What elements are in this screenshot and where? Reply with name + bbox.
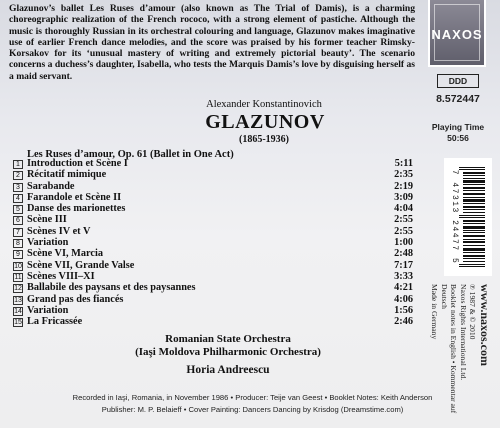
track-duration: 2:35 bbox=[394, 169, 413, 181]
track-row bbox=[13, 248, 413, 259]
track-number: 3 bbox=[13, 183, 23, 192]
logo-text: NAXOS bbox=[431, 27, 483, 42]
orchestra-name: Romanian State Orchestra bbox=[165, 333, 291, 345]
work-title: Les Ruses d’amour, Op. 61 (Ballet in One Act) bbox=[27, 149, 234, 160]
track-row bbox=[13, 282, 413, 293]
track-duration: 1:00 bbox=[394, 237, 413, 249]
track-row bbox=[13, 158, 413, 169]
track-row bbox=[13, 260, 413, 271]
track-duration: 4:21 bbox=[394, 282, 413, 294]
track-number: 15 bbox=[14, 319, 22, 327]
track-duration: 2:55 bbox=[394, 214, 413, 226]
track-title: Récitatif mimique bbox=[27, 169, 107, 181]
credits-line-2: Publisher: M. P. Belaieff • Cover Painting: Dancers Dancing by Krisdog (Dreamstime.com) bbox=[101, 405, 404, 414]
track-number: 12 bbox=[14, 285, 22, 293]
track-number: 5 bbox=[13, 205, 23, 214]
made-in-line: Made in Germany bbox=[430, 284, 440, 340]
conductor-name: Horia Andreescu bbox=[186, 364, 270, 376]
track-number: 6 bbox=[13, 216, 23, 225]
track-duration: 2:46 bbox=[394, 316, 413, 328]
track-number: 2 bbox=[13, 171, 23, 180]
track-duration: 2:55 bbox=[394, 225, 413, 237]
track-row bbox=[13, 226, 413, 237]
barcode bbox=[444, 158, 492, 276]
track-row bbox=[13, 305, 413, 316]
track-duration: 4:04 bbox=[394, 203, 413, 215]
track-title: Sarabande bbox=[27, 180, 75, 192]
track-title: Introduction et Scène I bbox=[27, 158, 128, 169]
barcode-bars bbox=[459, 167, 485, 267]
track-title: La Fricassée bbox=[27, 316, 83, 328]
track-row bbox=[13, 271, 413, 282]
credits-line-1: Recorded in Iaşi, Romania, in November 1986 • Producer: Teije van Geest • Booklet Notes: Keith Anderson bbox=[72, 393, 433, 402]
playing-time-value: 50:56 bbox=[447, 133, 469, 143]
catalog-number: 8.572447 bbox=[436, 93, 480, 105]
track-title: Grand pas des fiancés bbox=[27, 293, 124, 305]
track-duration: 4:06 bbox=[394, 293, 413, 305]
website-link[interactable]: www.naxos.com bbox=[478, 284, 492, 367]
track-number: 1 bbox=[13, 160, 23, 169]
composer-full-name: Alexander Konstantinovich bbox=[206, 99, 322, 110]
track-duration: 7:17 bbox=[394, 259, 413, 271]
track-duration: 2:19 bbox=[394, 180, 413, 192]
track-row bbox=[13, 192, 413, 203]
playing-time-label: Playing Time bbox=[431, 122, 485, 132]
track-duration: 3:33 bbox=[394, 270, 413, 282]
track-row bbox=[13, 237, 413, 248]
composer-name: GLAZUNOV bbox=[205, 111, 325, 133]
track-title: Danse des marionettes bbox=[27, 203, 126, 215]
track-list bbox=[13, 158, 413, 327]
track-title: Scènes VIII–XI bbox=[27, 270, 95, 282]
track-row bbox=[13, 181, 413, 192]
track-number: 10 bbox=[14, 262, 22, 270]
track-number: 7 bbox=[13, 228, 23, 237]
rights-line: Naxos Rights International Ltd. bbox=[458, 284, 468, 381]
track-title: Scène VI, Marcia bbox=[27, 248, 103, 260]
track-row bbox=[13, 214, 413, 225]
booklet-line: Booklet notes in English • Kommentar auf Deutsch bbox=[439, 284, 459, 414]
track-row bbox=[13, 169, 413, 180]
naxos-logo bbox=[428, 0, 486, 67]
ddd-badge: DDD bbox=[437, 74, 479, 88]
track-title: Variation bbox=[27, 304, 69, 316]
track-number: 8 bbox=[13, 239, 23, 248]
track-number: 9 bbox=[13, 250, 23, 259]
track-number: 14 bbox=[14, 307, 22, 315]
track-title: Variation bbox=[27, 237, 69, 249]
copyright-line: ℗ 1987 & © 2010 bbox=[468, 284, 477, 340]
track-duration: 5:11 bbox=[394, 158, 413, 169]
track-title: Scène III bbox=[27, 214, 67, 226]
legal-block bbox=[422, 284, 492, 424]
track-number: 4 bbox=[13, 194, 23, 203]
track-number: 11 bbox=[14, 273, 22, 281]
track-title: Scènes IV et V bbox=[27, 225, 91, 237]
logo-frame bbox=[434, 4, 480, 61]
track-row bbox=[13, 203, 413, 214]
barcode-digits: 7 47313 24477 5 bbox=[450, 169, 459, 265]
track-title: Ballabile des paysans et des paysannes bbox=[27, 282, 196, 294]
intro-text: Glazunov’s ballet Les Ruses d’amour (also known as The Trial of Damis), is a charming choreographic realization of the French rococo, with a strong element of pastiche. Although the music is thoroughly Russian in its orchestral colouring and language, Glazunov makes imaginative use of earlier French dance melodies, and the score was praised by his former teacher Rimsky-Korsakov for its ‘unusual mastery of writing and extremely pictorial beauty’. The scenario concerns a duchess’s daughter, Isabella, who tests the Marquis Damis’s love by disguising herself as a maid servant. bbox=[9, 3, 415, 82]
track-title: Farandole et Scène II bbox=[27, 191, 122, 203]
orchestra-alt-name: (Iaşi Moldova Philharmonic Orchestra) bbox=[135, 346, 321, 358]
track-number: 13 bbox=[14, 296, 22, 304]
track-title: Scène VII, Grande Valse bbox=[27, 259, 135, 271]
track-duration: 2:48 bbox=[394, 248, 413, 260]
track-duration: 1:56 bbox=[394, 304, 413, 316]
track-duration: 3:09 bbox=[394, 191, 413, 203]
track-row bbox=[13, 316, 413, 327]
track-row bbox=[13, 294, 413, 305]
composer-dates: (1865-1936) bbox=[239, 134, 289, 145]
